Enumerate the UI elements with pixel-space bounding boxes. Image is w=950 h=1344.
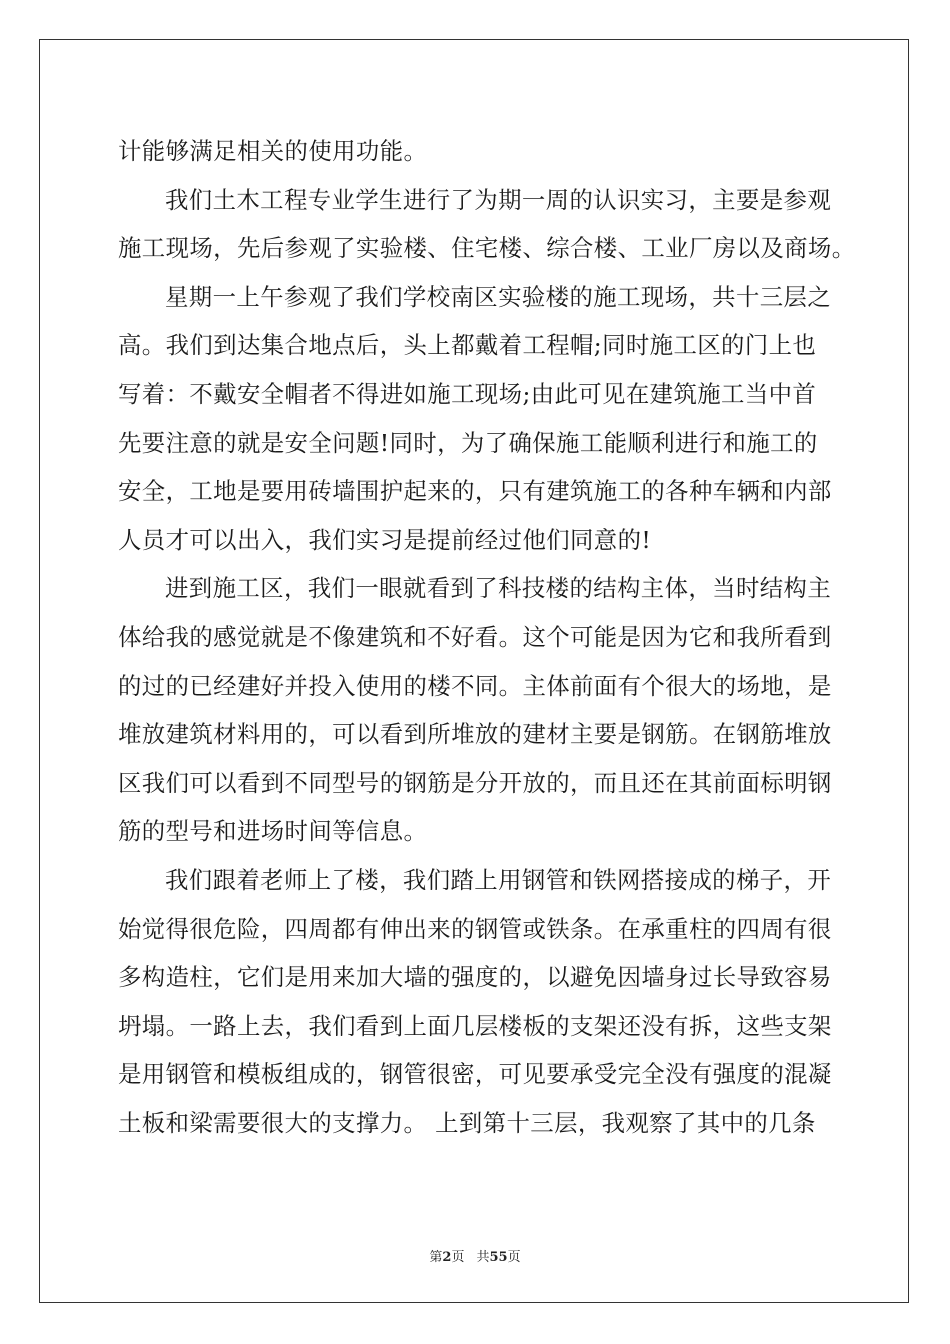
text-line: 我们跟着老师上了楼，我们踏上用钢管和铁网搭接成的梯子，开: [165, 865, 832, 894]
document-body: [118, 127, 856, 1147]
text-line: 区我们可以看到不同型号的钢筋是分开放的，而且还在其前面标明钢: [118, 768, 832, 797]
text-line: 我们土木工程专业学生进行了为期一周的认识实习，主要是参观: [165, 185, 832, 214]
text-line: 土板和梁需要很大的支撑力。 上到第十三层，我观察了其中的几条: [118, 1108, 816, 1137]
text-line: 是用钢管和模板组成的，钢管很密，可见要承受完全没有强度的混凝: [118, 1060, 832, 1089]
text-line: 高。我们到达集合地点后，头上都戴着工程帽;同时施工区的门上也: [118, 331, 817, 360]
text-line: 的过的已经建好并投入使用的楼不同。主体前面有个很大的场地，是: [118, 671, 832, 700]
page-suffix: 页: [451, 1250, 465, 1265]
text-line: 计能够满足相关的使用功能。: [118, 137, 428, 165]
text-line: 施工现场，先后参观了实验楼、住宅楼、综合楼、工业厂房以及商场。: [118, 234, 856, 263]
text-line: 进到施工区，我们一眼就看到了科技楼的结构主体，当时结构主: [165, 574, 832, 603]
page-footer: [0, 1246, 950, 1265]
text-line: 写着：不戴安全帽者不得进如施工现场;由此可见在建筑施工当中首: [118, 379, 817, 408]
text-line: 体给我的感觉就是不像建筑和不好看。这个可能是因为它和我所看到: [118, 622, 832, 651]
text-line: 先要注意的就是安全问题!同时，为了确保施工能顺利进行和施工的: [118, 428, 818, 457]
text-line: 筋的型号和进场时间等信息。: [118, 817, 428, 846]
page-number: 2: [442, 1250, 452, 1265]
text-line: 堆放建筑材料用的，可以看到所堆放的建材主要是钢筋。在钢筋堆放: [118, 720, 832, 749]
text-line: 人员才可以出入，我们实习是提前经过他们同意的!: [118, 525, 652, 554]
total-pages: 55: [489, 1250, 508, 1265]
total-prefix: 共: [476, 1250, 490, 1265]
text-line: 始觉得很危险，四周都有伸出来的钢管或铁条。在承重柱的四周有很: [118, 914, 832, 943]
page-prefix: 第: [429, 1250, 443, 1265]
text-line: 多构造柱，它们是用来加大墙的强度的，以避免因墙身过长导致容易: [118, 963, 832, 992]
text-line: 安全，工地是要用砖墙围护起来的，只有建筑施工的各种车辆和内部: [118, 477, 832, 506]
total-suffix: 页: [507, 1250, 521, 1265]
text-line: 星期一上午参观了我们学校南区实验楼的施工现场，共十三层之: [165, 282, 832, 311]
text-line: 坍塌。一路上去，我们看到上面几层楼板的支架还没有拆，这些支架: [118, 1011, 832, 1040]
